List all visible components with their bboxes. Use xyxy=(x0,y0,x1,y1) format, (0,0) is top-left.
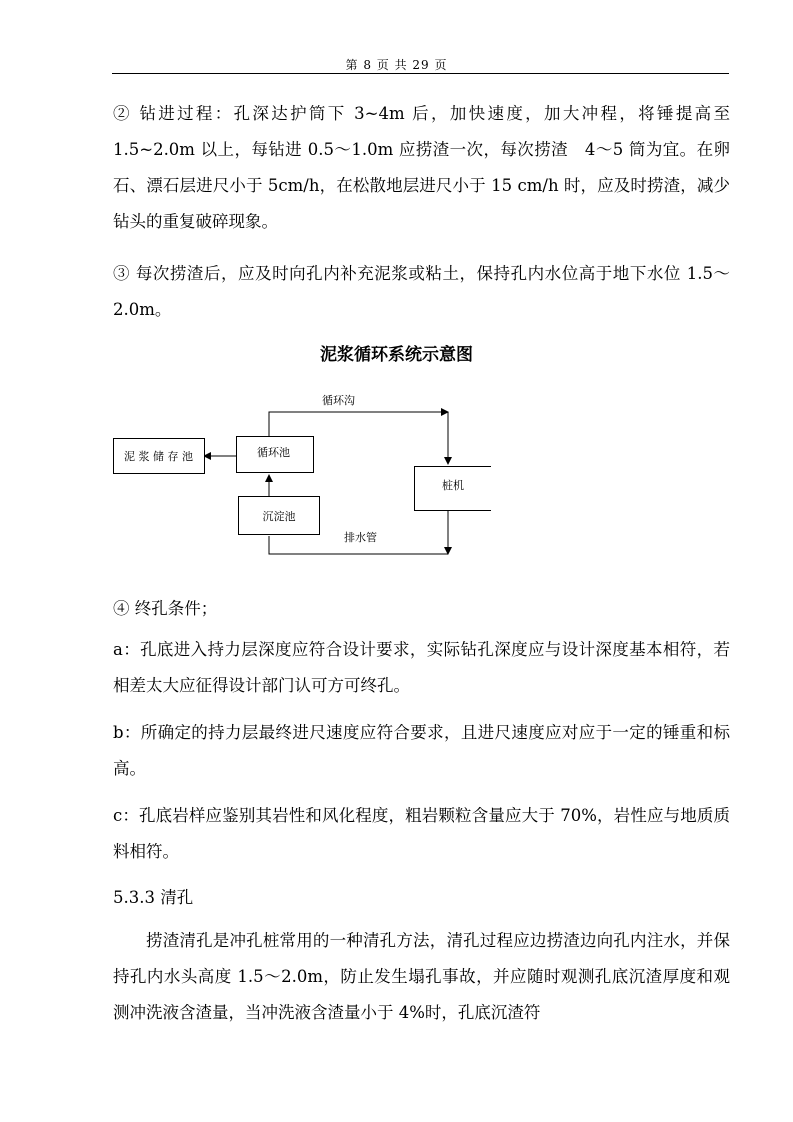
final-hole-heading: ④ 终孔条件； xyxy=(113,599,218,618)
circulation-pool-label: 循环池 xyxy=(257,446,290,459)
drain-pipe-label: 排水管 xyxy=(344,531,377,544)
condition-a: a：孔底进入持力层深度应符合设计要求，实际钻孔深度应与设计深度基本相符，若相差太大应征得设计部门认可方可终孔。 xyxy=(113,640,730,695)
header-rule xyxy=(112,73,729,74)
paragraph-clean-hole: 捞渣清孔是冲孔桩常用的一种清孔方法，清孔过程应边捞渣边向孔内注水，并保持孔内水头高度 1.5～2.0m，防止发生塌孔事故，并应随时观测孔底沉渣厚度和观测冲洗液含渣量，当冲洗液含渣量小于 4%时，孔底沉渣符 xyxy=(113,931,730,1022)
pile-machine-label: 桩机 xyxy=(442,479,464,492)
circulation-ditch-label: 循环沟 xyxy=(322,394,355,407)
circulation-pool-box xyxy=(236,436,314,473)
mud-storage-pool-box xyxy=(113,438,205,474)
circulation-ditch-line xyxy=(269,412,448,436)
mud-storage-pool-label: 泥 浆 储 存 池 xyxy=(124,450,193,463)
pile-machine-box xyxy=(414,466,491,511)
mud-circulation-diagram xyxy=(110,384,500,569)
settling-pool-label: 沉淀池 xyxy=(262,509,296,523)
condition-c: c：孔底岩样应鉴别其岩性和风化程度，粗岩颗粒含量应大于 70%，岩性应与地质质料相符。 xyxy=(113,806,730,861)
page-header: 第 8 页 共 29 页 xyxy=(345,58,448,72)
condition-b: b：所确定的持力层最终进尺速度应符合要求，且进尺速度应对应于一定的锤重和标高。 xyxy=(113,723,730,778)
paragraph-drilling-process: ② 钻进过程：孔深达护筒下 3~4m 后，加快速度，加大冲程，将锤提高至 1.5~2.0m 以上，每钻进 0.5～1.0m 应捞渣一次，每次捞渣 4～5 筒为宜。在卵石、漂石层进尺小于 5cm/h，在松散地层进尺小于 15 cm/h 时，应及时捞渣，减少钻头的重复破碎现象。 xyxy=(113,104,730,231)
diagram-title: 泥浆循环系统示意图 xyxy=(320,345,473,365)
paragraph-slurry-replenish: ③ 每次捞渣后，应及时向孔内补充泥浆或粘土，保持孔内水位高于地下水位 1.5～2.0m。 xyxy=(113,264,730,319)
section-heading-clean-hole: 5.3.3 清孔 xyxy=(113,888,194,907)
settling-pool-box xyxy=(238,496,320,535)
